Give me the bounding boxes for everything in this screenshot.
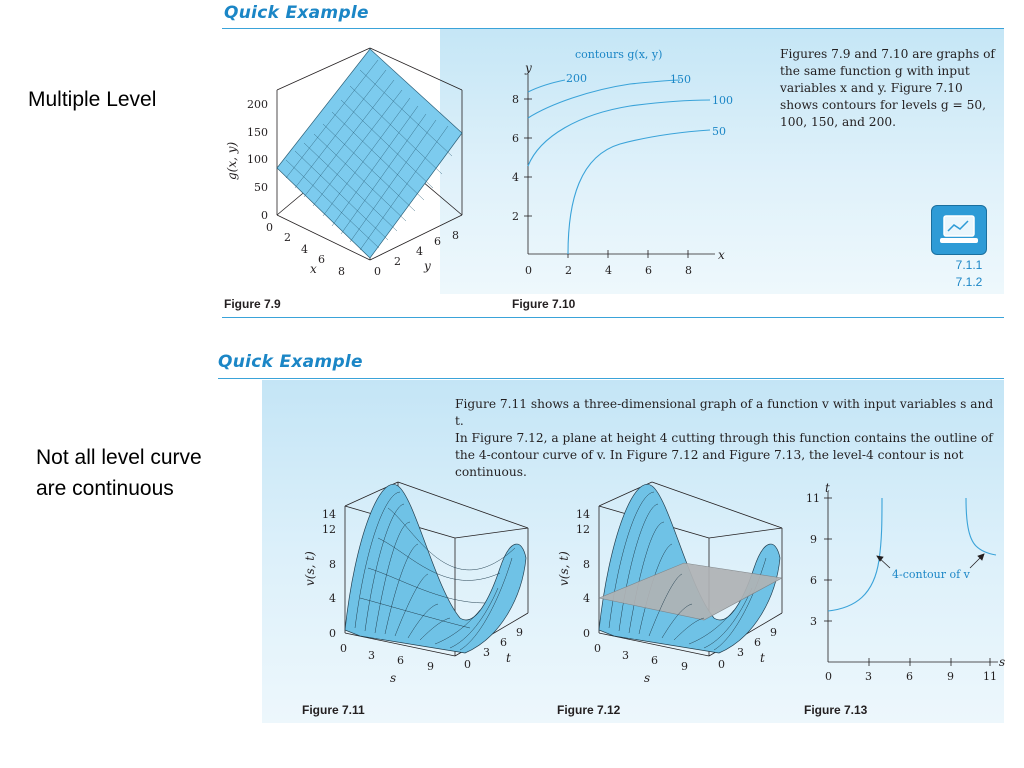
fig11-s-tick-9: 9 — [427, 660, 434, 673]
ref-7-1-1[interactable]: 7.1.1 — [955, 258, 983, 272]
fig11-s-tick-6: 6 — [397, 654, 404, 667]
fig9-y-label: y — [424, 259, 431, 273]
fig11-t-tick-0: 0 — [464, 658, 471, 671]
fig12-t-tick-6: 6 — [754, 636, 761, 649]
fig9-z-axis-label: g(x, y) — [225, 141, 239, 180]
example-1-line-5: 100, 150, and 200. — [780, 115, 896, 129]
fig13-y-tick-11: 11 — [806, 492, 820, 505]
quick-example-heading-2: Quick Example — [218, 352, 363, 372]
fig9-y-tick-8: 8 — [452, 229, 459, 242]
fig13-annotation: 4-contour of v — [892, 568, 970, 581]
fig12-z-tick-12: 12 — [576, 523, 590, 536]
fig12-z-tick-14: 14 — [576, 508, 590, 521]
fig10-contour-label-100: 100 — [712, 94, 733, 107]
fig9-x-label: x — [310, 262, 317, 276]
fig9-x-tick-2: 2 — [284, 231, 291, 244]
fig11-s-tick-3: 3 — [368, 649, 375, 662]
fig10-annotation: contours g(x, y) — [575, 48, 663, 61]
fig12-s-tick-3: 3 — [622, 649, 629, 662]
side-note-not-continuous-1: Not all level curve — [36, 446, 202, 469]
fig9-y-tick-4: 4 — [416, 245, 423, 258]
fig12-t-label: t — [760, 651, 765, 665]
fig10-x-tick-0: 0 — [525, 264, 532, 277]
fig9-y-tick-0: 0 — [374, 265, 381, 278]
fig12-t-tick-9: 9 — [770, 626, 777, 639]
example-2-line-2: In Figure 7.12, a plane at height 4 cutting through this function contains the outline of — [455, 431, 993, 445]
example-2-paragraph — [455, 396, 995, 481]
example-2-line-3: the 4-contour curve of v. In Figure 7.12 and Figure 7.13, the level-4 contour is not — [455, 448, 964, 462]
side-note-multiple-level: Multiple Level — [28, 88, 157, 111]
fig10-y-tick-2: 2 — [512, 210, 519, 223]
figure-7-10-contour-plot — [500, 40, 760, 280]
fig9-z-tick-150: 150 — [247, 126, 268, 139]
fig12-s-tick-6: 6 — [651, 654, 658, 667]
figure-7-13-caption: Figure 7.13 — [804, 703, 868, 717]
fig9-z-tick-0: 0 — [261, 209, 268, 222]
fig10-contour-label-50: 50 — [712, 125, 726, 138]
example-1-line-3: variables x and y. Figure 7.10 — [780, 81, 963, 95]
fig10-y-label: y — [525, 61, 532, 75]
figure-7-9-surface-plot — [222, 40, 472, 285]
fig13-x-label: s — [999, 655, 1006, 669]
fig13-x-tick-11: 11 — [983, 670, 997, 683]
fig13-x-tick-0: 0 — [825, 670, 832, 683]
example-2-line-1: Figure 7.11 shows a three-dimensional graph of a function v with input variables s and t. — [455, 397, 994, 428]
example-1-line-1: Figures 7.9 and 7.10 are graphs of — [780, 47, 995, 61]
fig11-z-tick-0: 0 — [329, 627, 336, 640]
figure-7-12-caption: Figure 7.12 — [557, 703, 621, 717]
reference-links — [946, 257, 992, 291]
fig12-z-tick-8: 8 — [583, 558, 590, 571]
fig11-t-tick-3: 3 — [483, 646, 490, 659]
fig9-y-tick-2: 2 — [394, 255, 401, 268]
figure-7-9-caption: Figure 7.9 — [224, 297, 281, 311]
fig12-z-label: v(s, t) — [557, 551, 571, 586]
fig12-s-tick-9: 9 — [681, 660, 688, 673]
fig10-y-tick-4: 4 — [512, 171, 519, 184]
fig11-t-tick-9: 9 — [516, 626, 523, 639]
fig11-z-tick-14: 14 — [322, 508, 336, 521]
fig11-s-tick-0: 0 — [340, 642, 347, 655]
figure-7-13-contour-plot — [800, 480, 1010, 690]
fig9-z-tick-100: 100 — [247, 153, 268, 166]
example-1-line-4: shows contours for levels g = 50, — [780, 98, 986, 112]
fig10-x-label: x — [718, 248, 725, 262]
fig13-x-tick-9: 9 — [947, 670, 954, 683]
fig12-s-label: s — [644, 671, 651, 685]
quick-example-heading-1: Quick Example — [224, 3, 369, 23]
computer-icon[interactable] — [931, 205, 987, 255]
fig9-x-tick-6: 6 — [318, 253, 325, 266]
fig9-y-tick-6: 6 — [434, 235, 441, 248]
fig11-s-label: s — [390, 671, 397, 685]
fig10-contour-label-200: 200 — [566, 72, 587, 85]
example-1-line-2: the same function g with input — [780, 64, 970, 78]
fig13-y-tick-9: 9 — [810, 533, 817, 546]
fig11-z-tick-12: 12 — [322, 523, 336, 536]
fig9-x-tick-4: 4 — [301, 243, 308, 256]
fig10-contour-label-150: 150 — [670, 73, 691, 86]
fig10-y-tick-8: 8 — [512, 93, 519, 106]
fig10-x-tick-8: 8 — [685, 264, 692, 277]
ref-7-1-2[interactable]: 7.1.2 — [955, 275, 983, 289]
fig10-x-tick-4: 4 — [605, 264, 612, 277]
fig13-y-label: t — [825, 481, 830, 495]
figure-7-12-surface-plot — [554, 478, 794, 688]
example-1-paragraph — [780, 46, 995, 131]
fig12-z-tick-0: 0 — [583, 627, 590, 640]
fig11-t-tick-6: 6 — [500, 636, 507, 649]
fig13-x-tick-3: 3 — [865, 670, 872, 683]
fig13-x-tick-6: 6 — [906, 670, 913, 683]
fig9-z-tick-50: 50 — [254, 181, 268, 194]
fig12-t-tick-3: 3 — [737, 646, 744, 659]
example-2-line-4: continuous. — [455, 465, 527, 479]
fig12-s-tick-0: 0 — [594, 642, 601, 655]
figure-7-11-caption: Figure 7.11 — [302, 703, 365, 717]
figure-7-11-surface-plot — [300, 478, 540, 688]
fig10-x-tick-6: 6 — [645, 264, 652, 277]
fig12-t-tick-0: 0 — [718, 658, 725, 671]
fig9-z-tick-200: 200 — [247, 98, 268, 111]
fig11-z-label: v(s, t) — [303, 551, 317, 586]
fig13-y-tick-6: 6 — [810, 574, 817, 587]
fig11-t-label: t — [506, 651, 511, 665]
divider-top-2 — [218, 378, 1004, 379]
fig9-x-tick-0: 0 — [266, 221, 273, 234]
laptop-icon — [932, 206, 986, 254]
fig13-y-tick-3: 3 — [810, 615, 817, 628]
fig9-x-tick-8: 8 — [338, 265, 345, 278]
divider-bottom-1 — [222, 317, 1004, 318]
fig10-x-tick-2: 2 — [565, 264, 572, 277]
figure-7-10-caption: Figure 7.10 — [512, 297, 576, 311]
side-note-not-continuous-2: are continuous — [36, 477, 174, 500]
fig12-z-tick-4: 4 — [583, 592, 590, 605]
fig11-z-tick-4: 4 — [329, 592, 336, 605]
fig10-y-tick-6: 6 — [512, 132, 519, 145]
fig11-z-tick-8: 8 — [329, 558, 336, 571]
